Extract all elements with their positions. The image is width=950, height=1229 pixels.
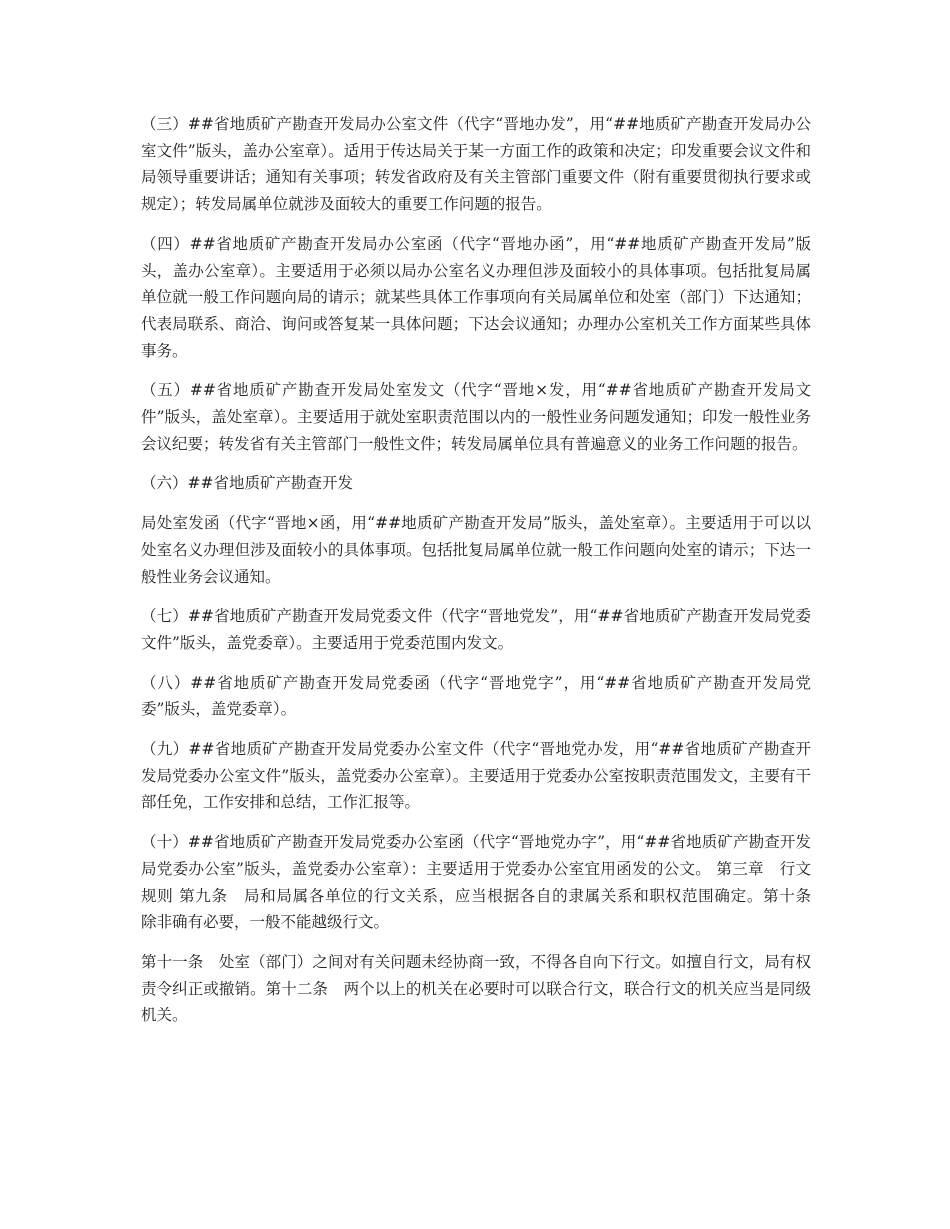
document-body [141,111,827,1042]
paragraph-6-body: 局处室发函（代字“晋地×函，用“##地质矿产勘查开发局”版头，盖处室章）。主要适用于可以以处室名义办理但涉及面较小的具体事项。包括批复局属单位就一般工作问题向处室的请示；下达一般性业务会议通知。 [141,514,811,586]
paragraph-10: （十）##省地质矿产勘查开发局党委办公室函（代字“晋地党办字”，用“##省地质矿产勘查开发局党委办公室”版头，盖党委办公室章）：主要适用于党委办公室宜用函发的公文。 第三章 行文规则 第九条 局和局属各单位的行文关系，应当根据各自的隶属关系和职权范围确定。第十条 除非确有必要，一般不能越级行文。 [141,833,827,932]
paragraph-9: （九）##省地质矿产勘查开发局党委办公室文件（代字“晋地党办发，用“##省地质矿产勘查开发局党委办公室文件”版头，盖党委办公室章）。主要适用于党委办公室按职责范围发文，主要有干部任免，工作安排和总结，工作汇报等。 [141,740,811,812]
paragraph-5: （五）##省地质矿产勘查开发局处室发文（代字“晋地×发，用“##省地质矿产勘查开发局文件”版头，盖处室章）。主要适用于就处室职责范围以内的一般性业务问题发通知；印发一般性业务会议纪要；转发省有关主管部门一般性文件；转发局属单位具有普遍意义的业务工作问题的报告。 [141,381,811,453]
paragraph-6-heading: （六）##省地质矿产勘查开发 [141,474,353,493]
paragraph-4: （四）##省地质矿产勘查开发局办公室函（代字“晋地办函”，用“##地质矿产勘查开发局”版头，盖办公室章）。主要适用于必须以局办公室名义办理但涉及面较小的具体事项。包括批复局属单位就一般工作问题向局的请示；就某些具体工作事项向有关局属单位和处室（部门）下达通知；代表局联系、商洽、询问或答复某一具体问题；下达会议通知；办理办公室机关工作方面某些具体事务。 [141,234,811,360]
paragraph-8: （八）##省地质矿产勘查开发局党委函（代字“晋地党字”，用“##省地质矿产勘查开发局党委”版头，盖党委章）。 [141,673,811,719]
paragraph-11: 第十一条 处室（部门）之间对有关问题未经协商一致，不得各自向下行文。如擅自行文，局有权责令纠正或撤销。第十二条 两个以上的机关在必要时可以联合行文，联合行文的机关应当是同级机关。 [141,952,811,1025]
paragraph-7: （七）##省地质矿产勘查开发局党委文件（代字“晋地党发”，用“##省地质矿产勘查开发局党委文件”版头，盖党委章）。主要适用于党委范围内发文。 [141,607,811,652]
paragraph-3: （三）##省地质矿产勘查开发局办公室文件（代字“晋地办发”，用“##地质矿产勘查开发局办公室文件”版头，盖办公室章）。适用于传达局关于某一方面工作的政策和决定；印发重要会议文件和局领导重要讲话；通知有关事项；转发省政府及有关主管部门重要文件（附有重要贯彻执行要求或规定）；转发局属单位就涉及面较大的重要工作问题的报告。 [141,115,811,214]
